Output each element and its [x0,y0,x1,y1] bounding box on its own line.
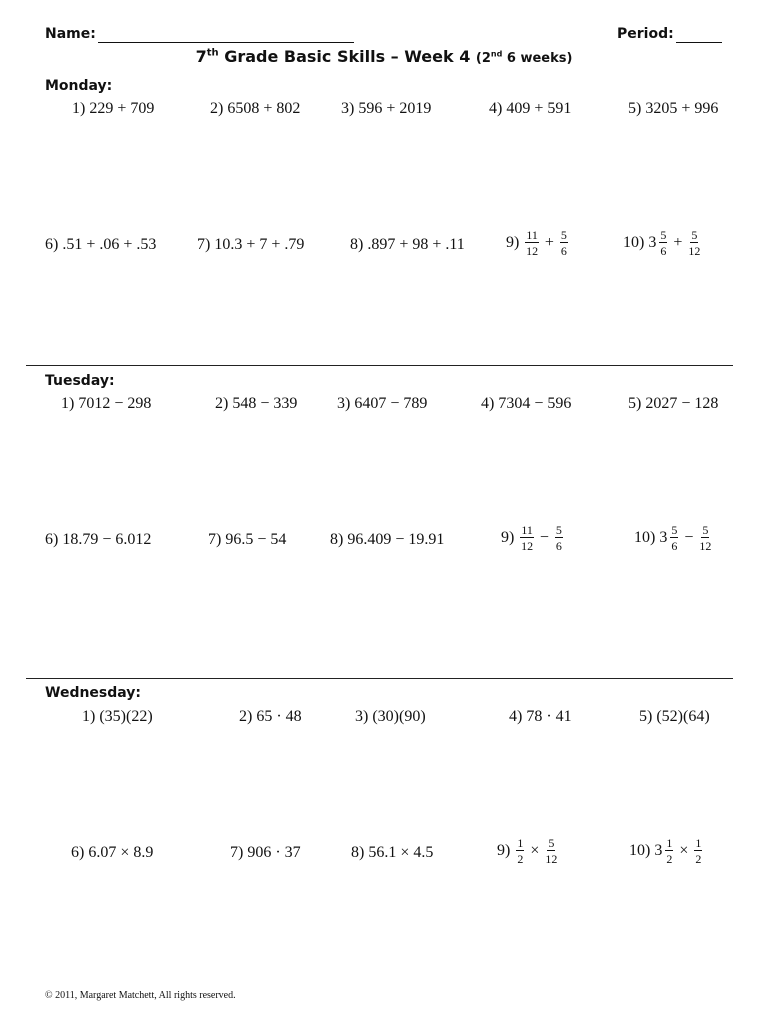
operator: × [530,842,540,859]
numerator: 5 [702,523,709,537]
tuesday-label: Tuesday: [45,373,115,389]
monday-problem-3: 3) 596 + 2019 [341,100,432,117]
monday-problem-8: 8) .897 + 98 + .11 [350,236,465,253]
tuesday-problem-8: 8) 96.409 − 19.91 [330,531,445,548]
denominator: 2 [517,852,524,866]
fraction [545,837,557,865]
title-grade-sup: th [206,47,219,59]
denominator: 12 [545,852,558,866]
fraction [555,524,563,552]
name-blank[interactable] [98,42,354,43]
title-paren-rest: 6 weeks) [502,51,573,66]
wednesday-problem-5: 5) (52)(64) [639,708,710,725]
numerator: 1 [695,836,702,850]
fraction [560,229,568,257]
monday-problem-2: 2) 6508 + 802 [210,100,301,117]
wednesday-problem-2: 2) 65 · 48 [239,708,302,725]
monday-problem-10 [623,229,702,257]
fraction [525,229,539,257]
title-grade: 7 [195,47,207,66]
numerator: 5 [548,836,555,850]
monday-problem-1: 1) 229 + 709 [72,100,155,117]
wednesday-problem-3: 3) (30)(90) [355,708,426,725]
numerator: 5 [560,228,567,242]
fraction [670,524,678,552]
copyright-notice: © 2011, Margaret Matchett, All rights reserved. [45,990,236,1001]
wednesday-problem-10 [629,837,704,865]
monday-problem-7: 7) 10.3 + 7 + .79 [197,236,305,253]
operator: − [539,529,549,546]
wednesday-problem-9 [497,837,559,865]
numerator: 11 [521,523,533,537]
numerator: 11 [526,228,538,242]
fraction [665,837,673,865]
wednesday-label: Wednesday: [45,685,142,701]
denominator: 12 [688,244,701,258]
period-blank[interactable] [676,42,722,43]
denominator: 12 [699,539,712,553]
wednesday-problem-1: 1) (35)(22) [82,708,153,725]
numerator: 1 [666,836,673,850]
tuesday-problem-10 [634,524,713,552]
tuesday-problem-1: 1) 7012 − 298 [61,395,152,412]
fraction [516,837,524,865]
fraction [694,837,702,865]
tuesday-problem-5: 5) 2027 − 128 [628,395,719,412]
wednesday-problem-7: 7) 906 · 37 [230,844,301,861]
problem-number: 9) [501,529,515,546]
wednesday-problem-4: 4) 78 · 41 [509,708,572,725]
denominator: 6 [660,244,667,258]
problem-number: 9) [497,842,511,859]
problem-number: 10) [623,234,645,251]
numerator: 5 [691,228,698,242]
numerator: 5 [555,523,562,537]
monday-label: Monday: [45,78,113,94]
whole-number: 3 [648,234,657,251]
monday-problem-4: 4) 409 + 591 [489,100,572,117]
section-divider [26,678,733,679]
title-paren-open: (2 [475,51,491,66]
denominator: 12 [526,244,539,258]
tuesday-problem-9 [501,524,565,552]
numerator: 5 [671,523,678,537]
fraction [688,229,700,257]
monday-problem-5: 5) 3205 + 996 [628,100,719,117]
operator: + [673,234,683,251]
problem-number: 9) [506,234,520,251]
denominator: 12 [521,539,534,553]
fraction [699,524,711,552]
tuesday-problem-3: 3) 6407 − 789 [337,395,428,412]
numerator: 1 [517,836,524,850]
whole-number: 3 [659,529,668,546]
operator: − [684,529,694,546]
operator: × [679,842,689,859]
problem-number: 10) [634,529,656,546]
denominator: 6 [671,539,678,553]
title-main: Grade Basic Skills – Week 4 [218,47,476,66]
tuesday-problem-6: 6) 18.79 − 6.012 [45,531,152,548]
denominator: 6 [555,539,562,553]
fraction [520,524,534,552]
wednesday-problem-8: 8) 56.1 × 4.5 [351,844,434,861]
title-paren-sup: nd [490,49,503,59]
operator: + [544,234,554,251]
name-label: Name: [45,26,96,42]
worksheet-title [0,47,768,66]
denominator: 6 [560,244,567,258]
whole-number: 3 [654,842,663,859]
tuesday-problem-2: 2) 548 − 339 [215,395,298,412]
fraction [659,229,667,257]
tuesday-problem-7: 7) 96.5 − 54 [208,531,287,548]
tuesday-problem-4: 4) 7304 − 596 [481,395,572,412]
numerator: 5 [660,228,667,242]
problem-number: 10) [629,842,651,859]
period-label: Period: [617,26,674,42]
denominator: 2 [666,852,673,866]
monday-problem-9 [506,229,570,257]
section-divider [26,365,733,366]
denominator: 2 [695,852,702,866]
wednesday-problem-6: 6) 6.07 × 8.9 [71,844,154,861]
monday-problem-6: 6) .51 + .06 + .53 [45,236,157,253]
